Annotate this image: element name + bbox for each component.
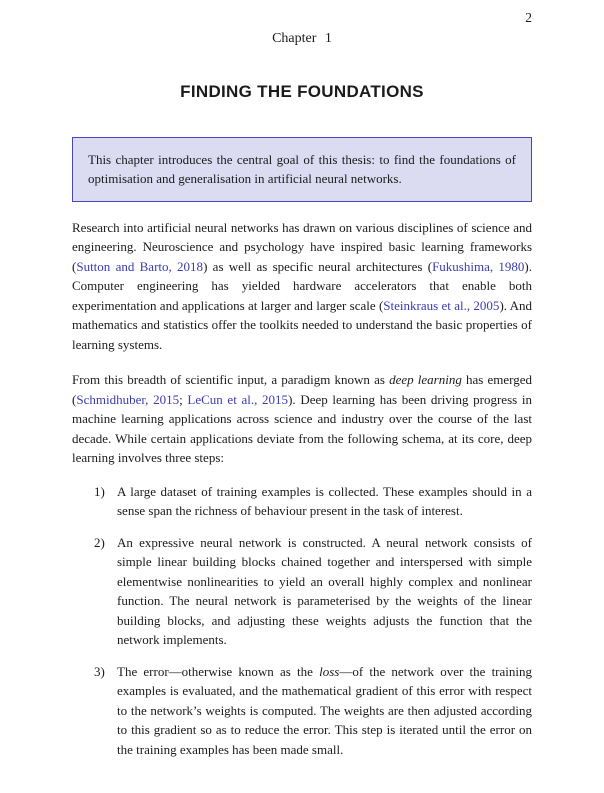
text-run: ) as well as specific neural architectures ( (203, 258, 433, 274)
numbered-list (72, 482, 532, 760)
text-run: —of the network over the training examples is evaluated, and the mathematical gradient of this error with respect to the network’s weights is computed. The weights are then adjusted according to this gradient so as to reduce the error. This step is iterated until the error on the training examples has been made small. (117, 663, 532, 757)
text-run: ). And mathematics and statistics offer the toolkits needed to understand the basic properties of learning systems. (72, 297, 533, 352)
paragraph-research-input (72, 218, 532, 355)
item-text (117, 533, 532, 650)
text-run: The error—otherwise known as the (117, 663, 320, 679)
item-text (117, 662, 532, 760)
item-text (117, 482, 532, 521)
page-number: 2 (525, 10, 532, 25)
item-number: 1) (94, 483, 105, 499)
text-run: Research into artificial neural networks has drawn on various disciplines of science and engineering. Neuroscience and psychology have inspired basic learning frameworks ( (72, 219, 532, 274)
citation-link[interactable]: Schmidhuber, 2015 (76, 391, 180, 407)
citation-link[interactable]: Sutton and Barto, 2018 (76, 258, 204, 274)
emphasis-text: loss (319, 663, 340, 679)
text-run: From this breadth of scientific input, a paradigm known as (72, 372, 390, 387)
list-item-error (72, 662, 532, 760)
text-run: ). Computer engineering has yielded hardware accelerators that enable both experimentation and applications at larger and larger scale ( (72, 258, 532, 313)
item-number: 2) (94, 534, 105, 550)
citation-link[interactable]: LeCun et al., 2015 (187, 391, 289, 407)
item-number: 3) (94, 663, 105, 679)
chapter-abstract-box (72, 137, 532, 202)
text-run: An expressive neural network is constructed. A neural network consists of simple linear building blocks chained together and interspersed with simple elementwise nonlinearities to yield an overall highly complex and nonlinear function. The neural network is parameterised by the weights of the linear building blocks, and adjusting these weights adjusts the function that the network implements. (117, 534, 532, 647)
list-item-network (72, 533, 532, 650)
text-run: A large dataset of training examples is collected. These examples should in a sense span the richness of behaviour present in the task of interest. (117, 483, 532, 518)
citation-link[interactable]: Steinkraus et al., 2005 (383, 297, 500, 313)
abstract-text: This chapter introduces the central goal of this thesis: to find the foundations of optimisation and generalisation in artificial neural networks. (88, 151, 516, 186)
text-run: ; (179, 391, 188, 407)
chapter-heading: Chapter 1 (272, 31, 332, 46)
chapter-title: FINDING THE FOUNDATIONS (180, 82, 424, 101)
paragraph-deep-learning (72, 370, 532, 468)
citation-link[interactable]: Fukushima, 1980 (432, 258, 525, 274)
emphasis-text: deep learning (389, 372, 462, 387)
text-run: has emerged ( (72, 372, 532, 407)
text-run: ). Deep learning has been driving progress in machine learning applications across science and industry over the course of the last decade. While certain applications deviate from the following schema, at its core, deep learning involves three steps: (72, 391, 532, 465)
list-item-dataset (72, 482, 532, 521)
